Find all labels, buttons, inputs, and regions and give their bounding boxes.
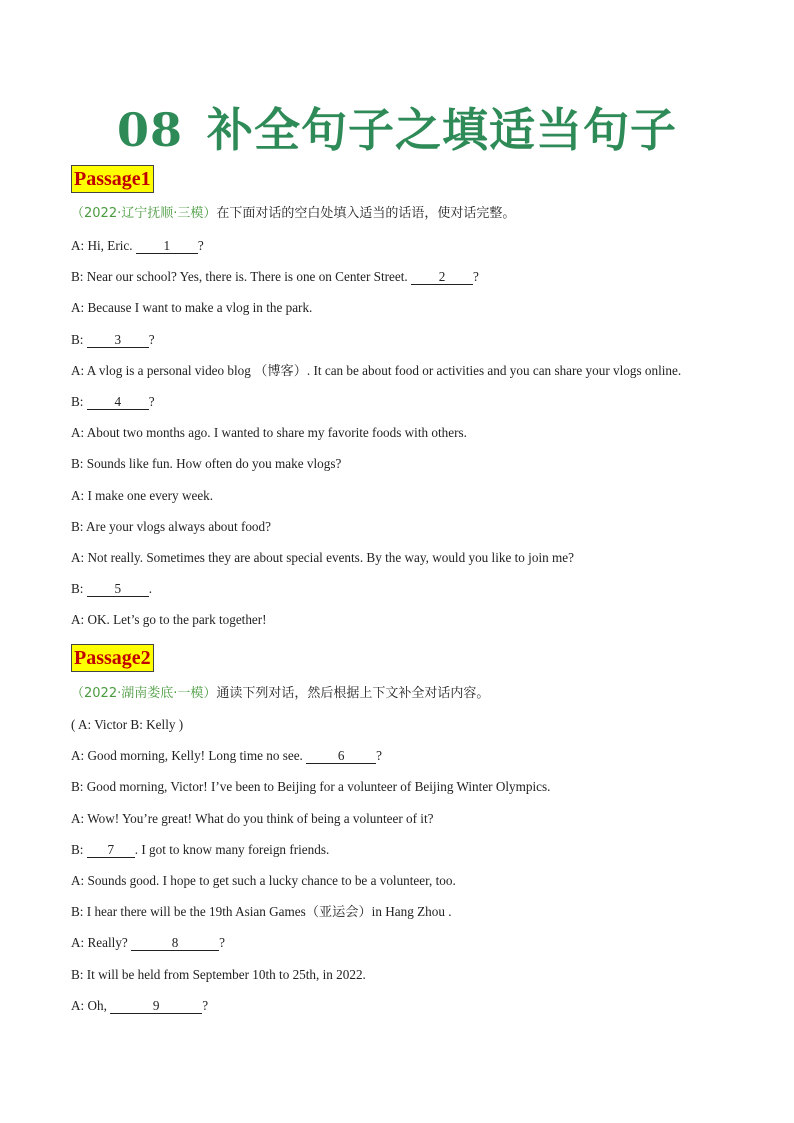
passage1-line [71, 331, 155, 349]
passage1-line [71, 518, 271, 536]
passage1-line [71, 487, 213, 505]
passage2-line [71, 872, 456, 890]
line-text-end: ? [473, 269, 479, 285]
line-text: B: It will be held from September 10th to 25th, in 2022. [71, 966, 366, 982]
answer-blank[interactable]: 8 [131, 936, 219, 951]
line-text: B: I hear there will be the 19th Asian Games（亚运会）in Hang Zhou . [71, 904, 452, 920]
answer-blank[interactable]: 2 [411, 270, 473, 285]
passage2-label: Passage2 [71, 644, 154, 672]
passage1-line [71, 549, 574, 567]
line-text: B: [71, 394, 87, 409]
passage2-line [71, 778, 550, 796]
line-text: A: Wow! You’re great! What do you think of being a volunteer of it? [71, 810, 434, 826]
line-text-end: . I got to know many foreign friends. [134, 841, 330, 857]
page-title [0, 94, 794, 160]
passage2-source-tag: （2022·湖南娄底·一模） [71, 686, 217, 701]
answer-blank[interactable]: 3 [87, 333, 149, 348]
passage2-line [71, 810, 434, 828]
line-text: B: Are your vlogs always about food? [71, 518, 271, 534]
passage1-line [71, 268, 479, 286]
line-text-end: . [148, 581, 153, 597]
answer-blank[interactable]: 1 [136, 239, 198, 254]
line-text: A: Oh, [71, 997, 111, 1013]
line-text: A: Not really. Sometimes they are about special events. By the way, would you like to join me? [71, 550, 574, 565]
passage1-line [71, 455, 341, 473]
passage1-line [71, 580, 152, 598]
passage1-line [71, 424, 467, 442]
passage2-line [71, 841, 329, 859]
passage2-line [71, 966, 366, 984]
line-text-end: ? [197, 238, 204, 253]
passage1-label: Passage1 [71, 165, 154, 193]
line-text: ( A: Victor B: Kelly ) [71, 717, 184, 732]
passage1-line [71, 299, 312, 317]
answer-blank[interactable]: 5 [87, 582, 149, 597]
line-text-end: ? [376, 748, 382, 764]
passage2-source [71, 685, 489, 703]
passage1-line [71, 237, 204, 255]
line-text: B: Near our school? Yes, there is. There is one on Center Street. [71, 269, 411, 285]
line-text-end: ? [202, 997, 209, 1013]
line-text: B: [71, 331, 87, 347]
passage2-line [71, 747, 382, 765]
line-text: A: OK. Let’s go to the park together! [71, 612, 267, 628]
line-text: A: I make one every week. [71, 487, 214, 503]
answer-blank[interactable]: 7 [87, 843, 135, 858]
passage1-source-tag: （2022·辽宁抚顺·三模） [71, 206, 217, 221]
line-text: A: Really? [71, 935, 132, 951]
line-text: B: [71, 581, 87, 597]
line-text: A: About two months ago. I wanted to share my favorite foods with others. [71, 425, 467, 441]
line-text: B: [71, 841, 87, 857]
line-text: A: Because I want to make a vlog in the park. [71, 300, 313, 316]
line-text-end: ? [219, 935, 225, 951]
answer-blank[interactable]: 9 [110, 999, 202, 1014]
passage1-line [71, 393, 155, 411]
line-text: B: Good morning, Victor! I’ve been to Beijing for a volunteer of Beijing Winter Olympics. [71, 779, 551, 795]
line-text: B: Sounds like fun. How often do you make vlogs? [71, 456, 342, 472]
passage1-source [71, 205, 515, 223]
line-text-end: ? [148, 394, 155, 409]
title-number: 08 [116, 103, 183, 157]
line-text: A: Hi, Eric. [71, 238, 136, 253]
passage2-line [71, 903, 452, 921]
title-text: 补全句子之填适当句子 [207, 103, 677, 157]
line-text-end: ? [148, 331, 155, 347]
answer-blank[interactable]: 6 [306, 749, 376, 764]
passage2-instruction: 通读下列对话，然后根据上下文补全对话内容。 [216, 686, 490, 701]
line-text: A: Sounds good. I hope to get such a lucky chance to be a volunteer, too. [71, 873, 456, 888]
passage1-line [71, 362, 681, 380]
line-text: A: Good morning, Kelly! Long time no see. [71, 748, 307, 764]
passage1-line [71, 611, 267, 629]
line-text: A: A vlog is a personal video blog （博客）. It can be about food or activities and you can share your vlogs online. [71, 362, 682, 378]
passage2-line [71, 934, 225, 952]
passage1-instruction: 在下面对话的空白处填入适当的话语，使对话完整。 [216, 206, 516, 221]
passage2-line [71, 716, 183, 734]
answer-blank[interactable]: 4 [87, 395, 149, 410]
passage2-line [71, 997, 208, 1015]
